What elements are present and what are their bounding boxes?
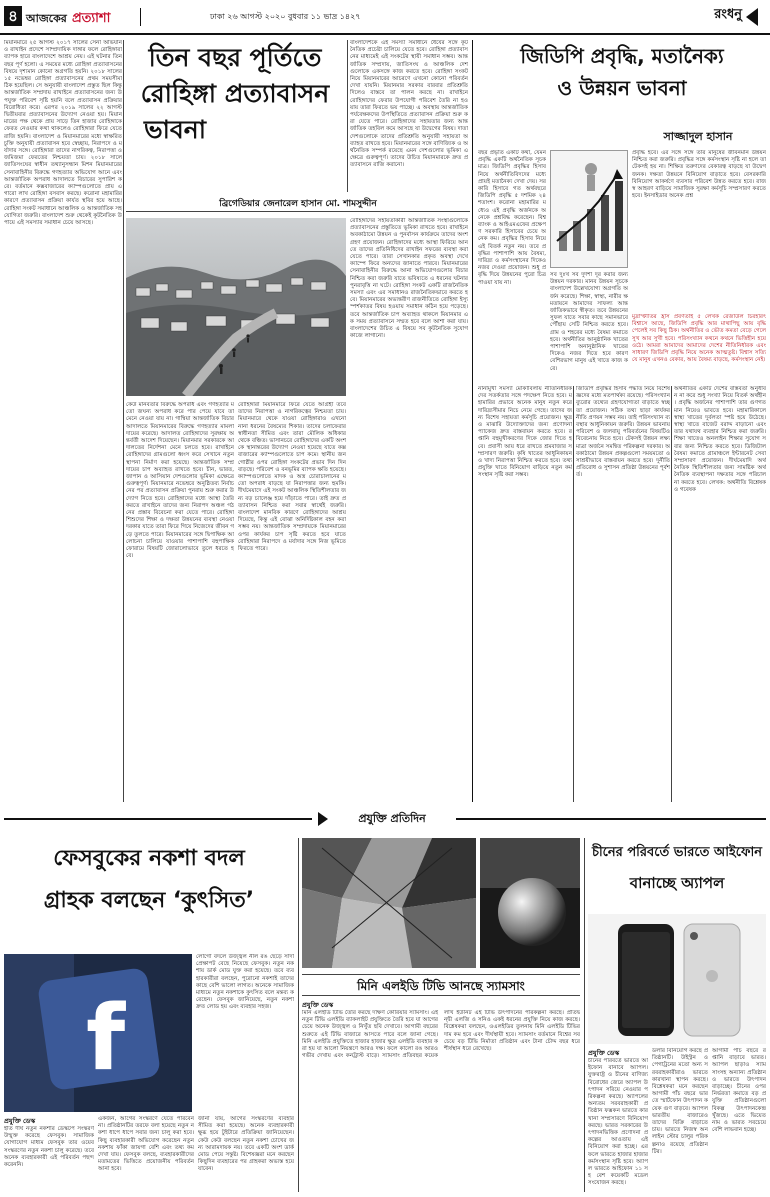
gdp-headline-line-2: ও উন্নয়ন ভাবনা	[557, 76, 687, 100]
sphere-art-graphic	[480, 838, 580, 968]
facebook-f-icon: f	[86, 986, 126, 1091]
rohingya-headline	[126, 40, 344, 190]
iphone-devices-graphic	[588, 914, 766, 1044]
gdp-col-4: নানামুখী সমস্যা মোকাবিলায় নীতিনির্ধারকদের সতর্কতার সঙ্গে পদক্ষেপ নিতে হবে। মহামারির প্রভাবে অনেক মানুষ নতুন করে দারিদ্র্যসীমার নিচে নেমে গেছে। তাদের জন্য বিশেষ সহায়তা কর্মসূচি প্রয়োজন। ক্ষুদ্র ও মাঝারি উদ্যোক্তাদের জন্য প্রণোদনা প্যাকেজ দ্রুত বাস্তবায়ন করতে হবে। রপ্তানি বহুমুখীকরণের দিকে জোর দিতে হবে। প্রবাসী আয় ধরে রাখতে শ্রমবাজার সম্প্রসারণ জরুরি। কৃষি খাতের আধুনিকায়ন ও খাদ্য নিরাপত্তা নিশ্চিত করতে হবে। তথ্যপ্রযুক্তি খাতে বিনিয়োগ বাড়িয়ে নতুন কর্মসংস্থান সৃষ্টি করা সম্ভব।	[478, 386, 572, 479]
column-rule	[123, 40, 124, 802]
gdp-headline	[478, 40, 766, 140]
banner-title: প্রযুক্তি প্রতিদিন	[358, 812, 426, 825]
samsung-body: মিনি এলইডি টিভি তৈরি করছে দক্ষিণ কোরিয়ার স্যামসাং। এই নতুন টিভি এলইডি ব্যাকলাইট প্রযুক্তিতে তৈরি হবে যা আগের চেয়ে অনেক উজ্জ্বল ও নিখুঁত ছবি দেখাবে। আগামী বছরের শুরুতে এই টিভি বাজারে আসতে পারে বলে জানা গেছে। মিনি এলইডি প্রযুক্তিতে হাজার হাজার ক্ষুদ্র এলইডি ব্যবহার করা হয় যা আলো নিয়ন্ত্রণে আরও দক্ষ। ফলে কালো রঙ আরও গভীর দেখায় এবং কনট্রাস্ট বাড়ে। স্যামসাং প্রতিবছর কয়েক লাখ ইউনিট এই টিভি উৎপাদনের পরিকল্পনা করছে। প্রতিদ্বন্দ্বী এলজি ও সনিও একই ধরনের প্রযুক্তি নিয়ে কাজ করছে। বিশ্লেষকরা বলছেন, ওএলইডির তুলনায় মিনি এলইডি টিভির দাম কম হবে এবং দীর্ঘস্থায়ী হবে। স্যামসাং বর্তমানে বিশ্বের সবচেয়ে বড় টিভি নির্মাতা প্রতিষ্ঠান এবং টানা চৌদ্দ বছর ধরে শীর্ষস্থান ধরে রেখেছে।	[302, 1010, 580, 1060]
rohingya-headline-line-1: তিন বছর পূর্তিতে	[148, 43, 322, 72]
camp-photo-graphic	[126, 218, 346, 396]
gdp-pullquote: মুদ্রাস্ফীতির হ্রাস প্রবণতাই ৫ লেখক রেজাউল চিরহরিৎ বিশ্বাসে আছে, জিডিপি প্রবৃদ্ধি আর মাথাপিছু আয় বৃদ্ধি পেলেই সব কিছু ঠিক। অর্থনীতির ও ভৌত কমতা বেড়ে গেলে সুখ আর সুখী হবে। পরিসংখ্যান কথনে কথনে ভিত্তিহীন হয়ে ওঠে। আমরা আমাদের আমাদের দেশের নীতিনির্ধারক এবং সাধারণ জিডিপি প্রবৃদ্ধি নিয়ে অনেক আত্মতুষ্ট। বিশ্বাস সত্যি যে মানুষ এখনও বেকার, আয় বৈষম্য বাড়ছে, কর্মসংস্থান নেই।	[632, 314, 766, 364]
rohingya-camp-photo	[126, 218, 346, 396]
rohingya-col-3: রোহিঙ্গারা মিয়ানমারে ফিরে যেতে আগ্রহী তবে তাদের নিরাপত্তা ও নাগরিকত্বের নিশ্চয়তা চায়। মিয়ানমারে থেকে যাওয়া রোহিঙ্গারাও এখনো নানা ধরনের বৈষম্যের শিকার। তাদের চলাফেরার স্বাধীনতা সীমিত এবং তারা মৌলিক অধিকার থেকে বঞ্চিত। ভাসানচরে রোহিঙ্গাদের একটি অংশকে স্থানান্তরের উদ্যোগ নেওয়া হয়েছে যাতে কক্সবাজারের ক্যাম্পগুলোতে চাপ কমে। স্থানীয় জনগোষ্ঠীর ওপর রোহিঙ্গা সংকটের প্রভাব দিন দিন বাড়ছে। পরিবেশ ও বনভূমির ব্যাপক ক্ষতি হয়েছে। ক্যাম্পগুলোতে মাদক ও অস্ত্র চোরাচালানের মতো অপরাধ বাড়ছে যা নিরাপত্তার জন্য হুমকি। দীর্ঘমেয়াদে এই সংকট আঞ্চলিক স্থিতিশীলতার জন্য বড় চ্যালেঞ্জ হয়ে দাঁড়াতে পারে। তাই দ্রুত প্রত্যাবাসন নিশ্চিত করা সবার স্বার্থেই জরুরি। বাংলাদেশ মানবিক কারণে রোহিঙ্গাদের আশ্রয় দিয়েছে, কিন্তু এই বোঝা অনির্দিষ্টকাল বহন করা সম্ভব নয়। আন্তর্জাতিক সম্প্রদায়কে মিয়ানমারের ওপর কার্যকর চাপ সৃষ্টি করতে হবে যাতে রোহিঙ্গারা নিরাপদে ও মর্যাদার সঙ্গে নিজ ভূমিতে ফিরতে পারে।	[238, 402, 346, 553]
tech-banner	[0, 808, 770, 830]
banner-rule-right	[456, 818, 766, 820]
gdp-byline: সাজ্জাদুল হাসান	[663, 130, 733, 143]
samsung-desk: প্রযুক্তি ডেস্ক	[302, 1001, 334, 1009]
gdp-headline-line-1: জিডিপি প্রবৃদ্ধি, মতানৈক্য	[520, 44, 724, 68]
logo-left-text: আজকের	[26, 12, 67, 25]
rohingya-col-1: মিয়ানমারে ২৫ আগস্ট ২০১৭ সালের সেনা অভিযান ও রাখাইন প্রদেশে সাম্প্রদায়িক দাঙ্গার ফলে রোহিঙ্গারা ব্যাপক হারে বাংলাদেশে আশ্রয় নেয়। এই ঘটনার তিন বছর পূর্ণ হলো। এ সময়ের মধ্যে রোহিঙ্গা প্রত্যাবাসনের বিষয়ে দৃশ্যমান কোনো অগ্রগতি হয়নি। ২০১৮ সালের ১৫ নভেম্বর রোহিঙ্গা প্রত্যাবাসনের প্রথম সময়সীমা ঠিক হয়েছিল। সে অনুযায়ী বাংলাদেশ প্রস্তুত ছিল কিন্তু আন্তর্জাতিক সম্প্রদায় রাখাইনে প্রত্যাবাসনের জন্য উপযুক্ত পরিবেশ সৃষ্টি হয়নি বলে প্রত্যাবাসন প্রক্রিয়ার বিরোধিতা করে। এরপর ২০১৯ সালের ২২ আগস্ট দ্বিতীয়বার প্রত্যাবাসনের উদ্যোগ নেওয়া হয়। মিয়ানমারের পক্ষ থেকে প্রায় সাড়ে তিন হাজার রোহিঙ্গাকে ফেরত নেওয়ার কথা থাকলেও রোহিঙ্গারা ফিরে যেতে রাজি হয়নি। বাংলাদেশ ও মিয়ানমারের মধ্যে স্বাক্ষরিত চুক্তি অনুযায়ী প্রত্যাবাসন হবে স্বেচ্ছায়, নিরাপদে ও মর্যাদার সঙ্গে। রোহিঙ্গারা তাদের নাগরিকত্ব, নিরাপত্তা ও জমিজমা ফেরতের নিশ্চয়তা চায়। ২০১৮ সালে জাতিসংঘের স্বাধীন তথ্যানুসন্ধান মিশন মিয়ানমারের সেনাবাহিনীর বিরুদ্ধে গণহত্যার অভিযোগ আনে এবং আন্তর্জাতিক অপরাধ আদালতে বিচারের সুপারিশ করে। বর্তমানে কক্সবাজারের ক্যাম্পগুলোতে প্রায় এগারো লাখ রোহিঙ্গা বসবাস করছে। করোনা মহামারির কারণে প্রত্যাবাসন প্রক্রিয়া কার্যত স্থবির হয়ে আছে। রোহিঙ্গা সংকট সমাধানে আঞ্চলিক ও আন্তর্জাতিক সহযোগিতা জরুরি। বাংলাদেশ শুরু থেকেই কূটনৈতিক উপায়ে এই সমস্যার সমাধান চেয়ে আসছে।	[4, 40, 122, 227]
iphone-photo	[588, 914, 766, 1044]
facebook-col-3: একজন, আগের সংস্করণে যেতে পারবেন না। প্রতিষ্ঠানটির তরফে বলা হয়েছে নতুন নকশা ধাপে ধাপে সবার জন্য চালু করা হবে। কিছু ব্যবহারকারী অভিযোগ করেছেন নতুন নকশায় ফাঁকা জায়গা বেশি এবং তথ্য কম দেখা যায়। ফেসবুক বলছে, ব্যবহারকারীদের মতামতের ভিত্তিতে প্রয়োজনীয় পরিবর্তন আনা হবে।	[98, 1116, 194, 1173]
header-separator	[140, 8, 141, 26]
gdp-col-1: বছর প্রভৃতি একটি কথা, যেমন প্রবৃদ্ধি একটি অর্থনৈতিক সূচক মাত্র। জিডিপি প্রবৃদ্ধির হিসাব নিয়ে অর্থনীতিবিদদের মধ্যে প্রায়ই মতানৈক্য দেখা দেয়। সরকারি হিসাবে গত অর্থবছরে জিডিপি প্রবৃদ্ধি ৫ দশমিক ২৪ শতাংশ। করোনা মহামারির মধ্যেও এই প্রবৃদ্ধি অর্জনকে অনেকে প্রশ্নবিদ্ধ করেছেন। বিশ্বব্যাংক ও আইএমএফের প্রক্ষেপণ সরকারি হিসাবের চেয়ে অনেক কম। প্রবৃদ্ধির হিসাব নিয়ে এই বিতর্ক নতুন নয়। তবে প্রবৃদ্ধির পাশাপাশি আয় বৈষম্য, দারিদ্র্য ও কর্মসংস্থানের দিকেও নজর দেওয়া প্রয়োজন। শুধু প্রবৃদ্ধি দিয়ে উন্নয়নের পুরো চিত্র পাওয়া যায় না।	[478, 150, 546, 286]
iphone-headline-line-1: চীনের পরিবর্তে ভারতে আইফোন	[591, 845, 763, 860]
facebook-photo	[4, 954, 192, 1112]
facebook-desk: প্রযুক্তি ডেস্ক	[4, 1117, 36, 1125]
page-header	[0, 0, 770, 34]
rohingya-headline-line-2: রোহিঙ্গা প্রত্যাবাসন	[140, 79, 330, 108]
rohingya-col-5: রোহিঙ্গাদের সহায়তাকারী আন্তর্জাতিক সংস্থাগুলোকে প্রত্যাবাসনের প্রস্তুতিতে ভূমিকা রাখতে হবে। রাখাইনে অবকাঠামো উন্নয়ন ও পুনর্বাসন কার্যক্রমে তাদের অংশগ্রহণ প্রয়োজন। রোহিঙ্গাদের মধ্যে আস্থা ফিরিয়ে আনতে তাদের প্রতিনিধিদের রাখাইন সফরের ব্যবস্থা করা যেতে পারে। তারা সেখানকার প্রকৃত অবস্থা দেখে ক্যাম্পে ফিরে অন্যদের জানাতে পারবে। মিয়ানমারের সেনাবাহিনীর বিরুদ্ধে আনা অভিযোগগুলোর বিচার নিশ্চিত করা জরুরি যাতে ভবিষ্যতে এ ধরনের ঘটনার পুনরাবৃত্তি না ঘটে। রোহিঙ্গা সংকট একটি রাজনৈতিক সমস্যা এবং এর সমাধানও রাজনৈতিকভাবে করতে হবে। মিয়ানমারের অভ্যন্তরীণ রাজনীতিতে রোহিঙ্গা ইস্যু স্পর্শকাতর বিষয় হওয়ায় সমাধান কঠিন হয়ে পড়েছে। তবে আন্তর্জাতিক চাপ অব্যাহত থাকলে মিয়ানমার এক সময় প্রত্যাবাসনে সম্মত হবে বলে আশা করা যায়। বাংলাদেশের উচিত এ বিষয়ে সব কূটনৈতিক সুযোগ কাজে লাগানো।	[350, 218, 468, 340]
samsung-headline: মিনি এলইডি টিভি আনছে স্যামসাং	[302, 974, 580, 996]
iphone-headline	[588, 838, 766, 910]
samsung-sphere-art	[480, 838, 580, 968]
facebook-headline	[4, 838, 294, 948]
section-arrow-icon	[746, 8, 758, 26]
facebook-col-2: লোগো বদলে উজ্জ্বল নীল রঙ ছেড়ে সাদা প্রেক্ষাপট বেছে নিয়েছে ফেসবুক। নতুন নকশায় ডার্ক মোড যুক্ত করা হয়েছে। তবে ব্যবহারকারীরা বলছেন, পুরোনো নকশাই তাদের কাছে বেশি ভালো লাগত। অনেকে সামাজিক মাধ্যমে নতুন নকশাকে কুৎসিত বলে মন্তব্য করেছেন। ফেসবুক জানিয়েছে, নতুন নকশা দ্রুত লোড হয় এবং ব্যবহার সহজ।	[196, 954, 294, 1011]
facebook-col-4: জানা যায়, আগের সংস্করণের ব্যবহার সীমিত করা হয়েছে। অনেক ব্যবহারকারী ক্ষুব্ধ হয়ে টুইটারে প্রতিক্রিয়া জানিয়েছেন। কেউ কেউ বলছেন নতুন নকশা চোখের জন্য আরামদায়ক নয়। তবে একটি অংশ ডার্ক মোড পেয়ে সন্তুষ্ট। বিশেষজ্ঞরা মনে করছেন কিছুদিন ব্যবহারের পর গ্রাহকরা অভ্যস্ত হয়ে যাবেন।	[198, 1116, 294, 1173]
rohingya-col-4: বাংলাদেশকে এই সমস্যা সমাধানে ধৈর্যের সঙ্গে কূটনৈতিক প্রচেষ্টা চালিয়ে যেতে হবে। রোহিঙ্গা প্রত্যাবাসনের মাধ্যমেই এই সংকটের স্থায়ী সমাধান সম্ভব। আন্তর্জাতিক সম্প্রদায়, জাতিসংঘ ও আঞ্চলিক দেশগুলোকে একসঙ্গে কাজ করতে হবে। রোহিঙ্গা সংকট নিয়ে মিয়ানমারের আচরণে এখনো কোনো পরিবর্তন দেখা যায়নি। মিয়ানমার সরকার বারবার প্রতিশ্রুতি দিলেও বাস্তবে তা পালন করছে না। রাখাইনে রোহিঙ্গাদের ফেরার উপযোগী পরিবেশ তৈরি না হওয়ায় তারা ফিরতে ভয় পাচ্ছে। এ অবস্থায় আন্তর্জাতিক পর্যবেক্ষকদের উপস্থিতিতে প্রত্যাবাসন প্রক্রিয়া শুরু করা যেতে পারে। রোহিঙ্গাদের সহায়তার জন্য আন্তর্জাতিক তহবিল কমে আসছে যা উদ্বেগের বিষয়। দাতা দেশগুলোকে তাদের প্রতিশ্রুতি অনুযায়ী সহায়তা অব্যাহত রাখতে হবে। মিয়ানমারের সঙ্গে বাণিজ্যিক ও অর্থনৈতিক সম্পর্ক রয়েছে এমন দেশগুলোর ভূমিকা এক্ষেত্রে গুরুত্বপূর্ণ। তাদের উচিত মিয়ানমারকে দ্রুত প্রত্যাবাসনে রাজি করানো।	[350, 40, 468, 169]
banner-arrow-icon	[318, 812, 328, 826]
banner-rule-left	[4, 818, 312, 820]
gdp-col-6: অর্থনীতির একটি দেশের বাস্তবতা অনুধাবন না করে শুধু সংখ্যা নিয়ে বিতর্ক অর্থহীন। প্রবৃদ্ধি অর্জনের পাশাপাশি তার গুণগত মান নিয়েও ভাবতে হবে। মহামারিকালে স্বাস্থ্য খাতের দুর্বলতা স্পষ্ট হয়ে উঠেছে। স্বাস্থ্য খাতে বাজেট বরাদ্দ বাড়ানো এবং তার যথাযথ ব্যবহার নিশ্চিত করা জরুরি। শিক্ষা খাতেও অনলাইন শিক্ষার সুযোগ সবার জন্য নিশ্চিত করতে হবে। ডিজিটাল বৈষম্য কমাতে গ্রামাঞ্চলে ইন্টারনেট সেবা সম্প্রসারণ প্রয়োজন। দীর্ঘমেয়াদি অর্থনৈতিক স্থিতিশীলতার জন্য সামষ্টিক অর্থনৈতিক ব্যবস্থাপনা দক্ষতার সঙ্গে পরিচালনা করতে হবে। লেখক: অর্থনীতি বিশ্লেষক ও গবেষক	[674, 386, 766, 493]
column-rule	[573, 386, 574, 802]
page-number: ৪	[4, 6, 22, 26]
gdp-growth-illustration	[550, 150, 628, 268]
column-rule	[347, 40, 348, 192]
header-rule	[0, 33, 770, 35]
abstract-tv-art-graphic	[302, 838, 476, 968]
iphone-col-1: চীনের পরিবর্তে ভারতে আইফোন বানাবে অ্যাপল। যুক্তরাষ্ট্র ও চীনের বাণিজ্য বিরোধের জেরে অ্যাপল উৎপাদন সরিয়ে নেওয়ার পরিকল্পনা করছে। অ্যাপলের অন্যতম সরবরাহকারী প্রতিষ্ঠান ফক্সকন ভারতে কারখানা সম্প্রসারণে বিনিয়োগ করছে। ভারত সরকারের উৎপাদনভিত্তিক প্রণোদনা প্রকল্পের আওতায় এই বিনিয়োগ করা হচ্ছে। এর ফলে ভারতে হাজার হাজার কর্মসংস্থান সৃষ্টি হবে। অ্যাপল ভারতে আইফোন ১১ সহ বেশ কয়েকটি মডেল সংযোজন করছে।	[588, 1058, 648, 1187]
rohingya-byline: ব্রিগেডিয়ার জেনারেল হাসান মো. শামসুদ্দীন	[126, 196, 470, 212]
masthead-logo	[26, 7, 136, 27]
facebook-headline-line-1: ফেসবুকের নকশা বদল	[53, 846, 245, 871]
section-name: রংধনু	[714, 7, 742, 22]
iphone-desk: প্রযুক্তি ডেস্ক	[588, 1049, 620, 1057]
rohingya-headline-line-3: ভাবনা	[144, 115, 206, 144]
facebook-col-1: ইতি দীর্ঘ নতুন নকশার ডেস্কটপ সংস্করণ উন্মুক্ত করেছে ফেসবুক। সামাজিক যোগাযোগ মাধ্যম ফেসবুক তার ওয়েব সংস্করণের নতুন নকশা চালু করেছে। তবে অনেক ব্যবহারকারী এই পরিবর্তন পছন্দ করেননি।	[4, 1126, 94, 1169]
iphone-headline-line-2: বানাচ্ছে অ্যাপল	[629, 874, 725, 892]
gdp-col-3: প্রবৃদ্ধি হবে। এর সঙ্গে সঙ্গে তার মানুষের জীবনমান উন্নয়ন নিশ্চিত করা জরুরি। প্রবৃদ্ধির সঙ্গে কর্মসংস্থান সৃষ্টি না হলে তা টেকসই হয় না। শিক্ষিত তরুণদের বেকারত্ব বাড়ছে যা উদ্বেগজনক। দক্ষতা উন্নয়নে বিনিয়োগ বাড়াতে হবে। বেসরকারি বিনিয়োগ আকর্ষণে ব্যবসার পরিবেশ উন্নত করতে হবে। রাজস্ব আহরণ বাড়িয়ে সামাজিক সুরক্ষা কর্মসূচি সম্প্রসারণ করতে হবে। ইনসাইডার অনেক প্রশ্ন	[632, 150, 766, 200]
rohingya-col-2: কেউ মানবতার বিরুদ্ধে অপরাধ এবং গণহত্যার মতো জঘন্য অপরাধ করে পার পেয়ে যাবে তা মেনে নেওয়া যায় না। গাম্বিয়া আন্তর্জাতিক বিচার আদালতে মিয়ানমারের বিরুদ্ধে গণহত্যার মামলা দায়ের করেছে। আদালত রোহিঙ্গাদের সুরক্ষায় অন্তর্বর্তী আদেশ দিয়েছেন। মিয়ানমার সরকারকে আদালতের নির্দেশনা মেনে চলতে হবে। রাখাইনে রোহিঙ্গাদের গ্রামগুলো ধ্বংস করে সেখানে নতুন স্থাপনা নির্মাণ করা হয়েছে। আন্তর্জাতিক সম্প্রদায়ের চাপ অব্যাহত রাখতে হবে। চীন, ভারত, জাপান ও আসিয়ান দেশগুলোর ভূমিকা এক্ষেত্রে গুরুত্বপূর্ণ। মিয়ানমারে নভেম্বরে অনুষ্ঠিতব্য নির্বাচনের পর প্রত্যাবাসন প্রক্রিয়া পুনরায় শুরু করার উদ্যোগ নিতে হবে। রোহিঙ্গাদের মধ্যে আস্থা তৈরি করতে রাখাইনে তাদের জন্য নিরাপদ অঞ্চল গঠনের প্রস্তাব বিবেচনা করা যেতে পারে। রোহিঙ্গা শিশুদের শিক্ষা ও দক্ষতা উন্নয়নের ব্যবস্থা নেওয়া দরকার যাতে তারা ফিরে গিয়ে নিজেদের জীবন গড়ে তুলতে পারে। মিয়ানমারের সঙ্গে দ্বিপাক্ষিক আলোচনা চালিয়ে যাওয়ার পাশাপাশি বহুপাক্ষিক ফোরামে বিষয়টি জোরালোভাবে তুলে ধরতে হবে।	[126, 402, 234, 560]
logo-right-text: প্রত্যাশা	[71, 11, 111, 26]
gdp-col-2: সব দুঃখ সব দুর্দশা দূর করার জন্য উন্নয়ন দরকার। মানব উন্নয়ন সূচকে বাংলাদেশ উল্লেখযোগ্য অগ্রগতি অর্জন করেছে। শিক্ষা, স্বাস্থ্য, নারীর ক্ষমতায়নে আমাদের সাফল্য আন্তর্জাতিকভাবে স্বীকৃত। তবে উন্নয়নের সুফল যাতে সবার কাছে সমানভাবে পৌঁছায় সেটি নিশ্চিত করতে হবে। গ্রাম ও শহরের মধ্যে বৈষম্য কমাতে হবে। অর্থনীতির আনুষ্ঠানিক খাতের পাশাপাশি অনানুষ্ঠানিক খাতের দিকেও নজর দিতে হবে কারণ বেশিরভাগ মানুষ এই খাতে কাজ করে।	[550, 272, 628, 372]
dateline: ঢাকা ২৬ আগস্ট ২০২০ বুধবার ১১ ভাদ্র ১৪২৭	[210, 12, 361, 21]
iphone-col-3: আগামী পাঁচ বছরে রপ্তানি বাড়াবে ভারত। অ্যাপল ছাড়াও স্যামসাংসহ অন্যান্য প্রতিষ্ঠানও ভারতে উৎপাদন বাড়াচ্ছে। চীনের ওপর নির্ভরতা কমাতে বড় প্রযুক্তি প্রতিষ্ঠানগুলো বিকল্প উৎপাদনকেন্দ্র খুঁজছে। এতে ভিয়েতনাম ও ভারত সবচেয়ে বেশি লাভবান হচ্ছে।	[712, 1048, 766, 1134]
facebook-headline-line-2: গ্রাহক বলছেন ‘কুৎসিত’	[43, 888, 255, 913]
samsung-abstract-art	[302, 838, 476, 968]
column-rule	[671, 386, 672, 802]
facebook-logo-photo	[4, 954, 192, 1112]
iphone-col-2: ডলার বিনিয়োগ করছে প্রতিষ্ঠানটি। উইস্ট্রন ও পেগাট্রনের মতো অন্য সরবরাহকারীরাও ভারতে কারখানা স্থাপন করছে। বিশ্লেষকরা মনে করছেন আগামী পাঁচ বছরে ভারতে স্মার্টফোন উৎপাদন কয়েক গুণ বাড়বে। অ্যাপল ভারতীয় বাজারেও তাদের বিক্রি বাড়াতে চায়। ভারতে নিজস্ব অনলাইন স্টোর চালুর পরিকল্পনাও রয়েছে প্রতিষ্ঠানটির।	[652, 1048, 708, 1155]
column-rule	[472, 40, 473, 802]
growth-chart-graphic	[551, 151, 629, 269]
column-rule	[298, 838, 299, 1192]
gdp-col-5: জিডিপি প্রবৃদ্ধির হিসাব পদ্ধতি নিয়ে বিশেষজ্ঞদের মধ্যে মতপার্থক্য রয়েছে। পরিসংখ্যান ব্যুরোর তথ্যের গ্রহণযোগ্যতা বাড়াতে স্বচ্ছতা প্রয়োজন। সঠিক তথ্য ছাড়া কার্যকর নীতি প্রণয়ন সম্ভব নয়। তাই পরিসংখ্যান ব্যবস্থার আধুনিকায়ন জরুরি। উন্নয়ন ভাবনায় পরিবেশ ও জলবায়ু পরিবর্তনের বিষয়টিও বিবেচনায় নিতে হবে। টেকসই উন্নয়ন লক্ষ্যমাত্রা অর্জনে সমন্বিত পরিকল্পনা দরকার। অবকাঠামো উন্নয়ন প্রকল্পগুলো সময়মতো ও সাশ্রয়ীভাবে বাস্তবায়ন করতে হবে। দুর্নীতি প্রতিরোধ ও সুশাসন প্রতিষ্ঠা উন্নয়নের পূর্বশর্ত।	[576, 386, 670, 479]
column-rule	[584, 838, 585, 1192]
